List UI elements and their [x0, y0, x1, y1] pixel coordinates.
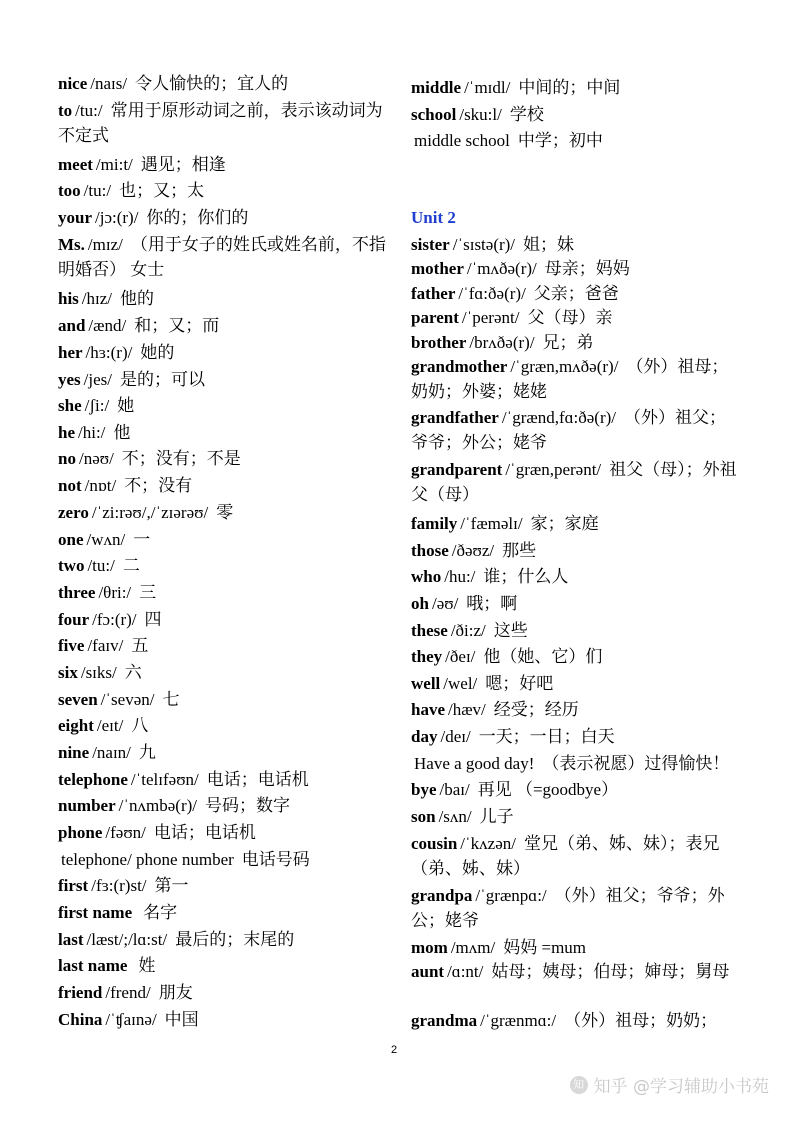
vocab-phonetic: /fəʊn/	[105, 823, 146, 842]
vocab-meaning: 是的；可以	[120, 370, 206, 389]
vocab-meaning: 七	[162, 690, 180, 709]
vocab-phonetic: /sʌn/	[438, 807, 472, 826]
vocab-word: school	[411, 105, 457, 124]
vocab-entry	[411, 831, 741, 881]
vocab-entry	[411, 330, 741, 355]
vocab-phonetic: /tu:/	[75, 101, 103, 120]
vocab-meaning: 常用于原形动词之前，表示该动词为不定式	[58, 101, 383, 145]
vocab-word: no	[58, 449, 76, 468]
vocab-word: mother	[411, 259, 464, 278]
vocab-phonetic: /eɪt/	[96, 716, 124, 735]
vocab-entry	[58, 367, 388, 392]
vocab-meaning: 电话号码	[241, 850, 310, 869]
vocab-entry	[411, 724, 741, 749]
vocab-word: oh	[411, 594, 429, 613]
vocab-word: two	[58, 556, 85, 575]
vocab-word: grandparent	[411, 460, 503, 479]
vocab-word: his	[58, 289, 79, 308]
vocab-word: day	[411, 727, 438, 746]
vocab-entry	[58, 232, 388, 282]
vocab-entry	[411, 935, 741, 960]
vocab-meaning: 堂兄（弟、姊、妹）；表兄（弟、姊、妹）	[411, 834, 720, 878]
vocab-phonetic: /naɪn/	[92, 743, 131, 762]
vocab-entry	[411, 644, 741, 669]
vocab-entry	[411, 232, 741, 257]
vocab-phonetic: /ˈfæməlɪ/	[460, 514, 523, 533]
vocab-meaning: 儿子	[479, 807, 514, 826]
vocab-phonetic: /ˈfɑ:ðə(r)/	[458, 284, 526, 303]
vocab-meaning: （表示祝愿）过得愉快！	[542, 754, 730, 773]
vocab-entry	[58, 660, 388, 685]
vocab-word: grandpa	[411, 886, 473, 905]
vocab-meaning: 电话；电话机	[206, 770, 309, 789]
vocab-phonetic: /fɜ:(r)st/	[91, 876, 147, 895]
vocab-meaning: 姓	[138, 956, 156, 975]
vocab-word: she	[58, 396, 82, 415]
vocab-phonetic: /ˈtelɪfəʊn/	[130, 770, 199, 789]
vocab-phonetic: /ˈmʌðə(r)/	[466, 259, 537, 278]
vocab-word: your	[58, 208, 92, 227]
vocab-phonetic: /ˈgrænd,fɑ:ðə(r)/	[501, 408, 616, 427]
vocab-entry	[58, 152, 388, 177]
vocab-meaning: 二	[122, 556, 140, 575]
vocab-word: father	[411, 284, 456, 303]
vocab-entry	[411, 305, 741, 330]
vocab-entry	[411, 883, 741, 933]
page-number: 2	[391, 1044, 398, 1056]
vocab-meaning: （外）祖父；爷爷；外公；姥爷	[411, 408, 726, 452]
vocab-phonetic: /nɒt/	[84, 476, 117, 495]
vocab-word: first	[58, 876, 89, 895]
vocab-entry	[411, 804, 741, 829]
vocab-entry	[411, 128, 741, 153]
vocab-entry	[411, 591, 741, 616]
vocab-entry	[58, 420, 388, 445]
vocab-entry	[411, 777, 741, 802]
vocab-meaning: 八	[131, 716, 149, 735]
vocab-phonetic: /sɪks/	[80, 663, 117, 682]
watermark-text: 知乎 @学习辅助小书苑	[593, 1077, 769, 1097]
vocab-meaning: 第一	[154, 876, 189, 895]
vocab-meaning: 再见 （=goodbye）	[477, 780, 619, 799]
vocab-word: number	[58, 796, 116, 815]
vocab-word: seven	[58, 690, 98, 709]
vocab-phonetic: /mi:t/	[95, 155, 133, 174]
vocab-entry	[58, 500, 388, 525]
vocab-meaning: 谁；什么人	[483, 567, 569, 586]
vocab-entry	[411, 281, 741, 306]
vocab-word: first name	[58, 903, 133, 922]
vocab-word: too	[58, 181, 81, 200]
vocab-phonetic: /θri:/	[98, 583, 132, 602]
vocab-word: zero	[58, 503, 89, 522]
vocab-phonetic: /frend/	[105, 983, 151, 1002]
vocab-meaning: 经受；经历	[493, 700, 579, 719]
vocab-meaning: 中间的；中间	[518, 78, 621, 97]
vocab-entry	[58, 313, 388, 338]
vocab-entry	[411, 751, 741, 776]
vocab-entry	[411, 697, 741, 722]
vocab-phonetic: /ðəʊz/	[451, 541, 495, 560]
vocab-word: and	[58, 316, 86, 335]
vocab-phonetic: middle school	[414, 131, 510, 150]
vocab-meaning: 姐；妹	[523, 235, 575, 254]
vocab-entry	[58, 900, 388, 925]
vocab-phonetic: /wel/	[443, 674, 478, 693]
vocab-meaning: 六	[124, 663, 142, 682]
vocab-entry	[58, 580, 388, 605]
vocab-meaning: （用于女子的姓氏或姓名前，不指明婚否） 女士	[58, 235, 386, 279]
vocab-phonetic: /jɔ:(r)/	[95, 208, 139, 227]
vocab-word: four	[58, 610, 90, 629]
vocab-entry	[411, 1008, 741, 1033]
vocab-phonetic: /ði:z/	[450, 621, 486, 640]
vocab-entry	[58, 178, 388, 203]
vocab-entry	[411, 618, 741, 643]
vocab-phonetic: /hɪz/	[81, 289, 113, 308]
vocab-phonetic: /ˈgrænpɑ:/	[475, 886, 547, 905]
vocab-meaning: 令人愉快的；宜人的	[135, 74, 289, 93]
vocab-phonetic: /tu:/	[83, 181, 112, 200]
vocab-entry	[58, 633, 388, 658]
vocab-word: nice	[58, 74, 88, 93]
vocab-entry	[58, 553, 388, 578]
vocab-entry	[58, 205, 388, 230]
vocab-meaning: 一	[133, 530, 151, 549]
vocab-phonetic: /ˈsɪstə(r)/	[452, 235, 516, 254]
vocab-meaning: 她	[117, 396, 135, 415]
vocab-entry	[58, 793, 388, 818]
vocab-phonetic: /ˈkʌzən/	[460, 834, 516, 853]
vocab-phonetic: /hu:/	[444, 567, 476, 586]
vocab-entry	[58, 847, 388, 872]
vocab-entry	[411, 405, 741, 455]
vocab-phonetic: /tu:/	[87, 556, 115, 575]
vocab-word: yes	[58, 370, 81, 389]
vocab-entry	[411, 102, 741, 127]
vocab-phonetic: /deɪ/	[440, 727, 471, 746]
vocab-word: family	[411, 514, 458, 533]
vocab-word: telephone	[58, 770, 128, 789]
vocab-meaning: 四	[144, 610, 162, 629]
vocab-word: nine	[58, 743, 90, 762]
vocab-entry	[411, 564, 741, 589]
vocab-entry	[58, 740, 388, 765]
vocab-word: middle	[411, 78, 462, 97]
vocab-entry	[58, 527, 388, 552]
vocab-meaning: 他（她、它）们	[483, 647, 603, 666]
vocab-phonetic: /hæv/	[448, 700, 486, 719]
vocab-phonetic: /ˈnʌmbə(r)/	[118, 796, 197, 815]
vocab-entry	[58, 393, 388, 418]
vocab-phonetic: /sku:l/	[459, 105, 502, 124]
vocab-phonetic: /ɑ:nt/	[447, 962, 484, 981]
vocab-meaning: 三	[139, 583, 157, 602]
vocab-word: he	[58, 423, 75, 442]
vocab-phonetic: /mʌm/	[450, 938, 496, 957]
vocab-phonetic: /brʌðə(r)/	[469, 333, 535, 352]
vocab-meaning: 姑母；姨母；伯母；婶母；舅母	[491, 962, 730, 981]
vocab-entry	[58, 820, 388, 845]
vocab-meaning: 一天；一日；白天	[478, 727, 615, 746]
vocab-word: those	[411, 541, 449, 560]
vocab-entry	[58, 98, 388, 148]
vocab-meaning: 学校	[509, 105, 544, 124]
vocab-phonetic: /ʃi:/	[84, 396, 110, 415]
vocab-entry	[58, 340, 388, 365]
vocab-phonetic: /ˈgræn,perənt/	[505, 460, 602, 479]
vocab-meaning: 遇见；相逢	[140, 155, 226, 174]
vocab-entry	[58, 767, 388, 792]
vocab-meaning: 母亲；妈妈	[544, 259, 630, 278]
vocab-meaning: 不；没有；不是	[121, 449, 241, 468]
vocab-meaning: 那些	[502, 541, 537, 560]
vocab-entry	[411, 959, 741, 984]
vocab-word: five	[58, 636, 85, 655]
vocab-meaning: （外）祖母；奶奶；外婆；姥姥	[411, 357, 729, 401]
vocab-meaning: 号码；数字	[204, 796, 290, 815]
vocab-meaning: 哦；啊	[466, 594, 518, 613]
vocab-word: three	[58, 583, 96, 602]
vocab-phonetic: /fɔ:(r)/	[92, 610, 137, 629]
vocab-entry	[411, 457, 741, 507]
vocab-meaning: 家；家庭	[530, 514, 599, 533]
vocab-meaning: 她的	[140, 343, 175, 362]
vocab-word: aunt	[411, 962, 445, 981]
vocab-meaning: 父（母）亲	[527, 308, 613, 327]
zhihu-logo-icon: 知	[570, 1076, 588, 1094]
vocab-entry	[58, 286, 388, 311]
vocab-meaning: 你的；你们的	[146, 208, 249, 227]
vocab-phonetic: /naɪs/	[90, 74, 128, 93]
vocab-entry	[58, 873, 388, 898]
vocab-meaning: 他	[113, 423, 131, 442]
vocab-entry	[58, 980, 388, 1005]
vocab-entry	[411, 511, 741, 536]
vocab-meaning: 这些	[493, 621, 528, 640]
vocab-word: last	[58, 930, 84, 949]
vocab-word: brother	[411, 333, 467, 352]
vocab-entry	[58, 713, 388, 738]
vocab-word: cousin	[411, 834, 458, 853]
vocab-word: grandma	[411, 1011, 478, 1030]
vocab-meaning: 中学；初中	[517, 131, 603, 150]
vocab-entry	[411, 354, 741, 404]
vocab-word: they	[411, 647, 443, 666]
vocab-phonetic: /hɜ:(r)/	[85, 343, 133, 362]
vocab-phonetic: telephone/ phone number	[61, 850, 234, 869]
vocab-meaning: 朋友	[158, 983, 193, 1002]
vocab-entry	[58, 446, 388, 471]
vocab-phonetic: /læst/;/lɑ:st/	[86, 930, 168, 949]
vocab-phonetic: /jes/	[83, 370, 113, 389]
vocab-phonetic: /hi:/	[78, 423, 106, 442]
vocab-entry	[58, 953, 388, 978]
vocab-meaning: 父亲；爸爸	[533, 284, 619, 303]
vocab-word: who	[411, 567, 442, 586]
vocab-meaning: 他的	[120, 289, 155, 308]
vocab-word: well	[411, 674, 441, 693]
vocab-meaning: 祖父（母）；外祖父（母）	[411, 460, 737, 504]
vocab-meaning: 中国	[164, 1010, 199, 1029]
vocab-phonetic: /faɪv/	[87, 636, 124, 655]
vocab-entry	[58, 71, 388, 96]
vocab-meaning: 九	[138, 743, 156, 762]
vocab-meaning: 名字	[143, 903, 178, 922]
vocab-meaning: （外）祖母；奶奶；	[564, 1011, 718, 1030]
vocab-phonetic: /mɪz/	[87, 235, 123, 254]
vocab-word: mom	[411, 938, 448, 957]
vocab-meaning: 兄；弟	[542, 333, 594, 352]
vocab-phonetic: /nəʊ/	[78, 449, 114, 468]
vocab-phonetic: /ˈzi:rəʊ/,/ˈzɪərəʊ/	[91, 503, 209, 522]
vocab-word: friend	[58, 983, 103, 1002]
vocab-entry	[411, 256, 741, 281]
vocab-word: bye	[411, 780, 437, 799]
vocab-phonetic: /ˈʧaɪnə/	[105, 1010, 157, 1029]
vocab-meaning: 不；没有	[124, 476, 193, 495]
vocab-phonetic: Have a good day!	[414, 754, 535, 773]
vocab-phonetic: /ˈperənt/	[461, 308, 520, 327]
vocab-word: one	[58, 530, 84, 549]
vocab-entry	[58, 927, 388, 952]
vocab-word: son	[411, 807, 436, 826]
vocab-word: these	[411, 621, 448, 640]
vocab-word: have	[411, 700, 445, 719]
vocab-word: grandmother	[411, 357, 508, 376]
vocab-word: Ms.	[58, 235, 85, 254]
vocab-meaning: 妈妈 =mum	[503, 938, 587, 957]
vocab-entry	[58, 607, 388, 632]
vocab-word: her	[58, 343, 83, 362]
vocab-phonetic: /ˈmɪdl/	[464, 78, 511, 97]
vocab-word: to	[58, 101, 73, 120]
vocab-word: eight	[58, 716, 94, 735]
vocab-entry	[411, 75, 741, 100]
unit-heading: Unit 2	[411, 208, 456, 227]
vocab-word: six	[58, 663, 78, 682]
vocab-meaning: 零	[216, 503, 234, 522]
vocab-phonetic: /ˈsevən/	[100, 690, 155, 709]
vocab-meaning: 也；又；太	[119, 181, 205, 200]
vocab-word: phone	[58, 823, 103, 842]
watermark	[570, 1072, 769, 1097]
vocab-meaning: 和；又；而	[134, 316, 220, 335]
vocab-word: China	[58, 1010, 103, 1029]
vocab-entry	[58, 687, 388, 712]
vocab-meaning: 嗯；好吧	[485, 674, 554, 693]
vocab-entry	[58, 473, 388, 498]
vocab-word: meet	[58, 155, 93, 174]
vocab-entry	[411, 538, 741, 563]
vocab-word: sister	[411, 235, 450, 254]
vocab-phonetic: /əʊ/	[431, 594, 459, 613]
vocab-word: grandfather	[411, 408, 499, 427]
vocab-phonetic: /ˈgræn,mʌðə(r)/	[510, 357, 619, 376]
vocab-phonetic: /baɪ/	[439, 780, 470, 799]
vocab-phonetic: /ˈgrænmɑ:/	[480, 1011, 557, 1030]
vocab-word: last name	[58, 956, 128, 975]
vocab-meaning: 电话；电话机	[153, 823, 256, 842]
vocab-phonetic: /ænd/	[88, 316, 127, 335]
vocab-meaning: （外）祖父；爷爷；外公；姥爷	[411, 886, 725, 930]
vocab-phonetic: /wʌn/	[86, 530, 126, 549]
vocab-meaning: 最后的；末尾的	[175, 930, 295, 949]
vocab-entry	[411, 671, 741, 696]
vocab-word: not	[58, 476, 82, 495]
vocab-meaning: 五	[131, 636, 149, 655]
vocab-phonetic: /ðeɪ/	[445, 647, 476, 666]
vocab-entry	[58, 1007, 388, 1032]
vocab-word: parent	[411, 308, 459, 327]
